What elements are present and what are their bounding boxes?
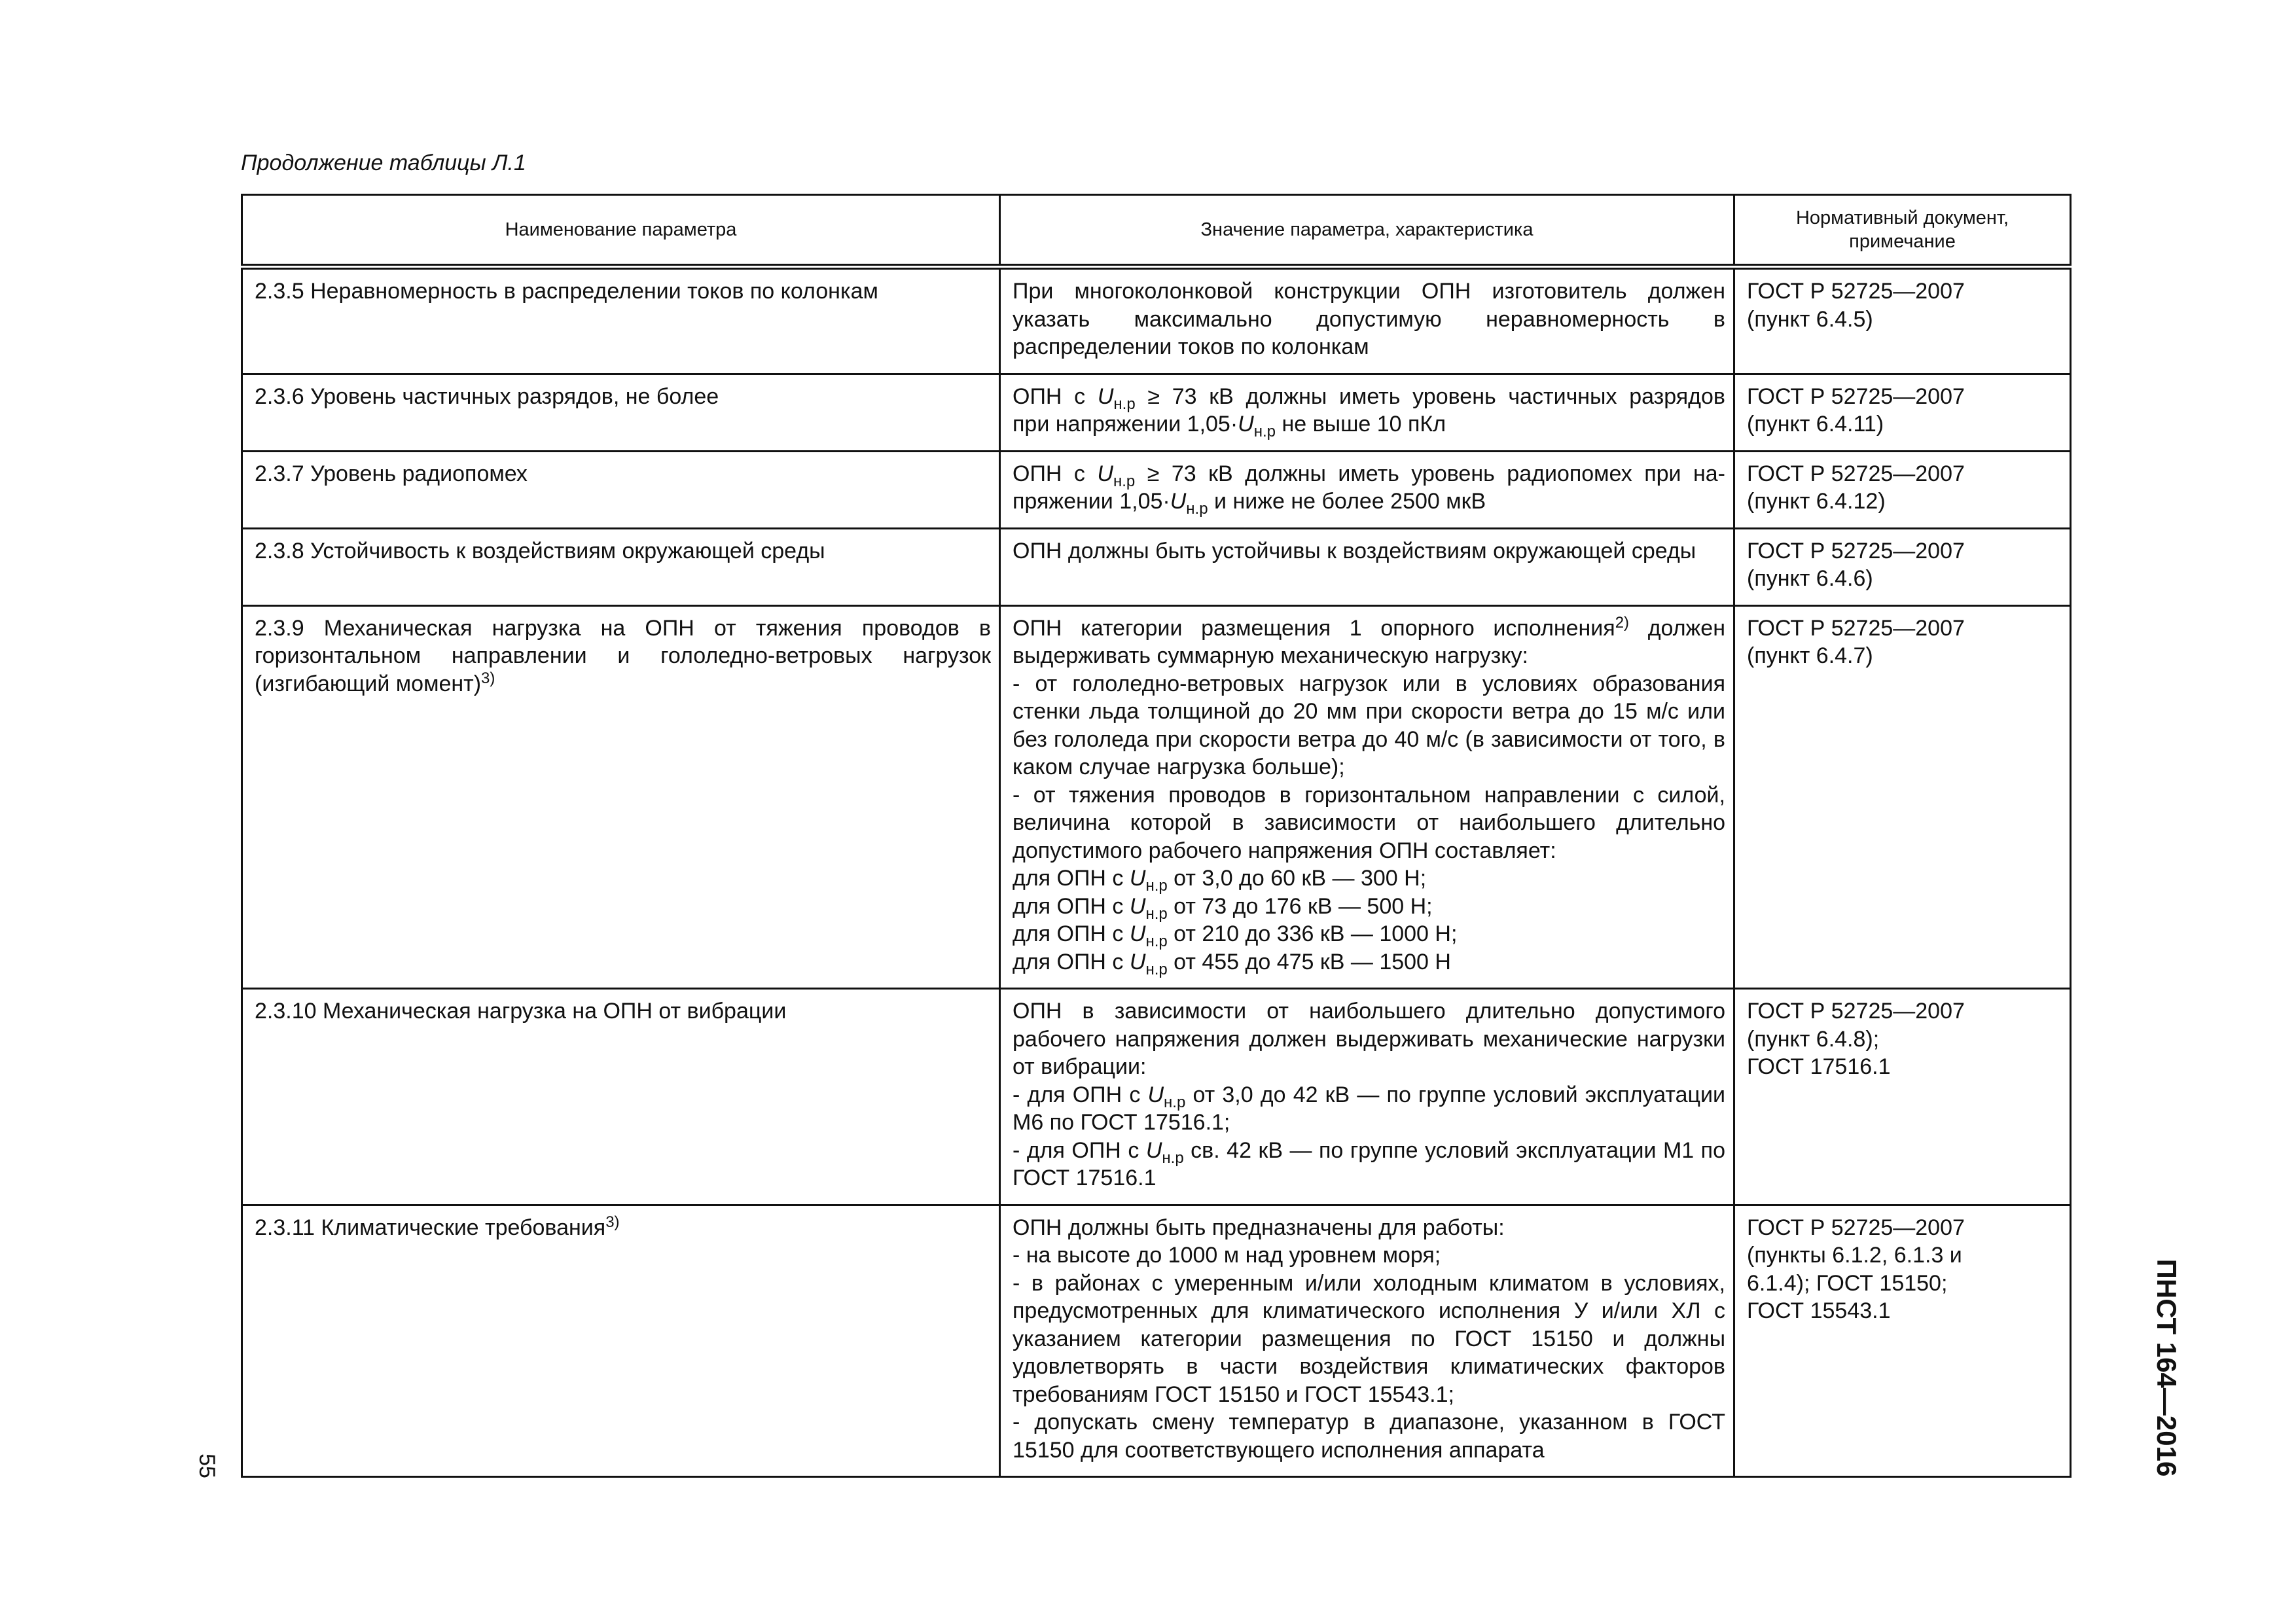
normative-doc-cell (1734, 605, 2071, 989)
table-row (242, 989, 2071, 1205)
normative-doc-cell (1734, 374, 2071, 451)
load-line: для ОПН с $U_{н.р}$ от 455 до 475 кВ — 1500 Н (1013, 949, 1451, 978)
table-header-row (242, 195, 2071, 267)
parameter-name-cell: 2.3.5 Неравномерность в распределении токов по колонкам (242, 267, 1000, 374)
normative-doc-cell (1734, 528, 2071, 605)
value-paragraph: - в районах с умеренным и/или холодным климатом в условиях, предусмотренных для климатического исполнения У и/или ХЛ с указанием категории размещения по ГОСТ 15150 и должны удовлетворять в части воздействия климатических факторов требованиям ГОСТ 15150 и ГОСТ 15543.1; (1013, 1270, 1725, 1407)
norm-line: ГОСТ 15543.1 (1747, 1298, 1891, 1323)
value-paragraph: - на высоте до 1000 м над уровнем моря; (1013, 1243, 1441, 1268)
value-paragraph: - от гололедно-ветровых нагрузок или в условиях образования стенки льда толщиной до 20 мм при скорости ветра до 15 м/с или без гололеда при скорости ветра до 40 м/с (в зависимости от того, в каком случае нагрузка больше); (1013, 671, 1725, 779)
norm-line: ГОСТ Р 52725—2007 (1747, 461, 1965, 486)
value-line: ОПН с $U_{н.р} \ge 73$ кВ должны иметь уровень частичных разрядов (1013, 383, 1725, 413)
norm-line: ГОСТ Р 52725—2007 (1747, 1215, 1965, 1240)
page-number: 55 (194, 1454, 219, 1478)
norm-line: ГОСТ Р 52725—2007 (1747, 538, 1965, 563)
value-paragraph: - для ОПН с $U_{н.р}$ св. 42 кВ — по группе условий эксплуатации М1 по ГОСТ 17516.1 (1013, 1137, 1725, 1190)
header-normative-document (1734, 195, 2071, 267)
value-paragraph: - допускать смену температур в диапазоне, указанном в ГОСТ 15150 для соответствующего исполнения аппарата (1013, 1410, 1725, 1463)
table-row (242, 605, 2071, 989)
header-parameter-name: Наименование параметра (242, 195, 1000, 267)
normative-doc-cell (1734, 451, 2071, 528)
parameter-name-cell: 2.3.6 Уровень частичных разрядов, не более (242, 374, 1000, 451)
normative-doc-cell (1734, 1205, 2071, 1477)
parameter-value-cell (1000, 451, 1734, 528)
norm-line: ГОСТ Р 52725—2007 (1747, 999, 1965, 1024)
parameter-value-cell (1000, 374, 1734, 451)
table-row (242, 267, 2071, 374)
parameter-name-cell: 2.3.7 Уровень радиопомех (242, 451, 1000, 528)
value-paragraph: ОПН в зависимости от наибольшего длительно допустимого рабочего напряжения должен выдерживать механические нагрузки от вибрации: (1013, 999, 1725, 1079)
table-row (242, 451, 2071, 528)
normative-doc-cell (1734, 989, 2071, 1205)
norm-line: (пункт 6.4.7) (1747, 643, 1873, 668)
parameter-name-cell: 2.3.10 Механическая нагрузка на ОПН от вибрации (242, 989, 1000, 1205)
value-paragraph: ОПН категории размещения 1 опорного исполнения$^{2)}$ должен выдерживать суммарную механическую нагрузку: (1013, 613, 1725, 668)
value-paragraph: - для ОПН с $U_{н.р}$ от 3,0 до 42 кВ — по группе условий эксплуатации М6 по ГОСТ 17516.1; (1013, 1082, 1725, 1135)
norm-line: ГОСТ 17516.1 (1747, 1054, 1891, 1079)
norm-line: (пункт 6.4.11) (1747, 412, 1884, 437)
norm-line: (пункты 6.1.2, 6.1.3 и (1747, 1243, 1962, 1268)
table-row (242, 528, 2071, 605)
parameter-name-cell: 2.3.9 Механическая нагрузка на ОПН от тяжения проводов в горизонтальном направлении и гололедно-ветровых нагрузок (изгибающий момент)$^{3)}$ (242, 605, 1000, 989)
norm-line: (пункт 6.4.6) (1747, 566, 1873, 591)
value-line: ОПН с $U_{н.р} \ge 73$ кВ должны иметь уровень радиопомех при на- (1013, 461, 1725, 490)
load-line: для ОПН с $U_{н.р}$ от 3,0 до 60 кВ — 300 Н; (1013, 866, 1427, 895)
norm-line: (пункт 6.4.12) (1747, 489, 1886, 514)
parameter-name-cell: 2.3.11 Климатические требования$^{3)}$ (242, 1205, 1000, 1477)
load-line: для ОПН с $U_{н.р}$ от 73 до 176 кВ — 500 Н; (1013, 893, 1433, 923)
table-row (242, 374, 2071, 451)
norm-line: ГОСТ Р 52725—2007 (1747, 615, 1965, 641)
document-designation: ПНСТ 164—2016 (2151, 1258, 2182, 1477)
parameter-name-cell: 2.3.8 Устойчивость к воздействиям окружающей среды (242, 528, 1000, 605)
value-paragraph: - от тяжения проводов в горизонтальном направлении с силой, величина которой в зависимости от наибольшего длительно допустимого рабочего напряжения ОПН составляет: (1013, 782, 1725, 863)
header-norm-line-1: Нормативный документ, (1795, 207, 2009, 228)
parameter-value-cell: При многоколонковой конструкции ОПН изготовитель должен указать максимально допустимую неравномерность в распределении токов по колонкам (1000, 267, 1734, 374)
parameter-value-cell: ОПН должны быть устойчивы к воздействиям окружающей среды (1000, 528, 1734, 605)
value-line: пряжении $1,05\cdot U_{н.р}$ и ниже не более 2500 мкВ (1013, 489, 1486, 518)
table-caption: Продолжение таблицы Л.1 (241, 151, 526, 175)
norm-line: 6.1.4); ГОСТ 15150; (1747, 1270, 1948, 1296)
header-norm-line-2: примечание (1849, 231, 1956, 252)
value-paragraph: ОПН должны быть предназначены для работы: (1013, 1215, 1505, 1240)
parameter-value-cell (1000, 989, 1734, 1205)
value-line: при напряжении $1,05\cdot U_{н.р}$ не выше 10 пКл (1013, 412, 1446, 440)
table-row (242, 1205, 2071, 1477)
norm-line: ГОСТ Р 52725—2007 (1747, 279, 1965, 304)
norm-line: ГОСТ Р 52725—2007 (1747, 383, 1965, 409)
load-line: для ОПН с $U_{н.р}$ от 210 до 336 кВ — 1000 Н; (1013, 921, 1458, 950)
parameters-table (241, 194, 2072, 1478)
norm-line: (пункт 6.4.5) (1747, 306, 1873, 332)
parameter-value-cell (1000, 1205, 1734, 1477)
norm-line: (пункт 6.4.8); (1747, 1026, 1880, 1052)
normative-doc-cell (1734, 267, 2071, 374)
header-parameter-value: Значение параметра, характеристика (1000, 195, 1734, 267)
parameter-value-cell (1000, 605, 1734, 989)
